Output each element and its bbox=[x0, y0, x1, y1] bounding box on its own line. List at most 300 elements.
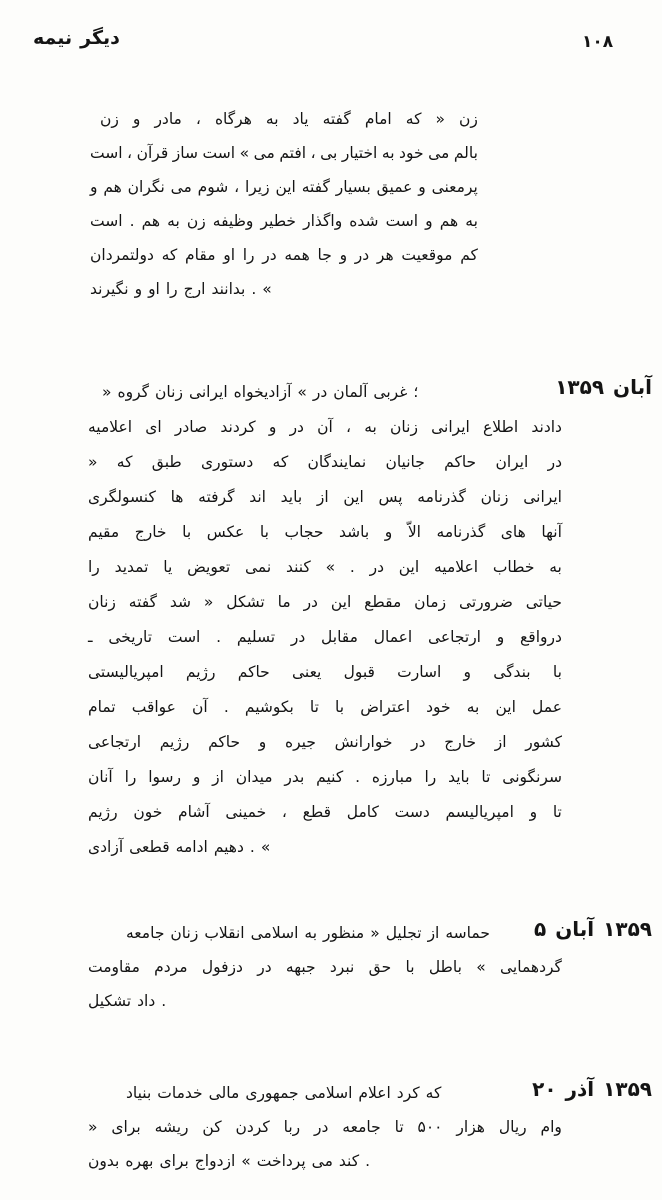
word-token: حاکم bbox=[237, 662, 270, 681]
word-token: کشور bbox=[525, 732, 562, 751]
word-token: مبارزه bbox=[371, 767, 413, 786]
word-token: هرگاه bbox=[214, 110, 252, 128]
word-token: پرمعنی bbox=[431, 178, 478, 196]
word-token: . bbox=[251, 280, 257, 298]
word-token: بندگی bbox=[493, 662, 531, 681]
word-token: به bbox=[549, 557, 562, 576]
word-token: ، bbox=[310, 144, 316, 162]
journal-title bbox=[33, 27, 120, 49]
word-token: زن bbox=[100, 110, 119, 128]
word-token: باید bbox=[448, 767, 470, 786]
word-token: به bbox=[381, 144, 395, 162]
word-token: را bbox=[165, 280, 178, 298]
word-token: ۱۳۵۹ bbox=[555, 375, 605, 399]
word-token: با bbox=[552, 662, 562, 681]
word-token: کنیم bbox=[316, 767, 344, 786]
word-token: هزار bbox=[456, 1118, 485, 1136]
word-token: این bbox=[398, 557, 420, 576]
word-token: امپریالیسم bbox=[445, 802, 514, 821]
word-token: پس bbox=[378, 487, 403, 506]
word-token: و bbox=[134, 280, 143, 298]
word-token: . bbox=[129, 212, 135, 230]
word-token: اعلامیه bbox=[433, 557, 479, 576]
word-token: افتم bbox=[279, 144, 307, 162]
text-line bbox=[88, 689, 562, 724]
word-token: بدون bbox=[88, 1152, 120, 1170]
word-token: اعلامیه bbox=[88, 417, 133, 436]
word-token: این bbox=[275, 178, 296, 196]
word-token: بکوشیم bbox=[244, 697, 294, 716]
word-token: حاکم bbox=[444, 452, 477, 471]
word-token: بدانند bbox=[211, 280, 246, 298]
word-token: حماسه bbox=[445, 924, 490, 942]
word-token: اختیار bbox=[341, 144, 378, 162]
word-token: مردم bbox=[154, 958, 188, 976]
word-token: آزادیخواه bbox=[233, 382, 292, 401]
text-line bbox=[88, 759, 562, 794]
word-token: در bbox=[312, 382, 328, 401]
word-token: . bbox=[365, 1152, 371, 1170]
word-token: رژیم bbox=[185, 662, 216, 681]
word-token: او bbox=[148, 280, 160, 298]
word-token: » bbox=[260, 837, 271, 856]
word-token: را bbox=[88, 557, 100, 576]
word-token: زنان bbox=[170, 924, 199, 942]
word-token: عمیق bbox=[376, 178, 413, 196]
word-token: از bbox=[212, 767, 224, 786]
word-token: جانیان bbox=[385, 452, 425, 471]
text-line bbox=[88, 950, 562, 984]
word-token: عواقب bbox=[131, 697, 176, 716]
date-heading bbox=[555, 375, 652, 399]
word-token: گفته bbox=[322, 110, 351, 128]
word-token: گذرنامه bbox=[417, 487, 466, 506]
word-token: گرفته bbox=[198, 487, 235, 506]
word-token: قرآن bbox=[136, 144, 169, 162]
word-token: بسیار bbox=[335, 178, 371, 196]
word-token: که bbox=[116, 452, 133, 471]
word-token: نمی bbox=[244, 557, 272, 576]
word-token: باشد bbox=[338, 522, 370, 541]
word-token: در bbox=[262, 246, 277, 264]
word-token: دیگر bbox=[80, 27, 120, 49]
word-token: » bbox=[262, 280, 272, 298]
word-token: با bbox=[259, 522, 269, 541]
word-token: و bbox=[529, 802, 538, 821]
word-token: . bbox=[355, 767, 360, 786]
word-token: در bbox=[354, 246, 370, 264]
word-token: ۵ bbox=[534, 917, 547, 941]
word-token: ؛ bbox=[413, 382, 419, 401]
word-token: ایرانی bbox=[188, 382, 228, 401]
word-token: باید bbox=[280, 487, 303, 506]
word-token: گروه bbox=[117, 382, 150, 401]
word-token: هم bbox=[141, 212, 161, 230]
word-token: اعمال bbox=[373, 627, 413, 646]
word-token: کند bbox=[338, 1152, 360, 1170]
word-token: نبرد bbox=[329, 958, 355, 976]
word-token: ارج bbox=[183, 280, 206, 298]
word-token: در bbox=[290, 627, 306, 646]
word-token: آنها bbox=[541, 522, 562, 541]
word-token: ۲۰ bbox=[532, 1077, 557, 1101]
word-token: گفته bbox=[128, 592, 158, 611]
word-token: ، bbox=[281, 802, 287, 821]
word-token: تشکل bbox=[226, 592, 265, 611]
word-token: می bbox=[253, 144, 275, 162]
word-token: جمهوری bbox=[245, 1084, 299, 1102]
word-token: در bbox=[303, 592, 318, 611]
word-token: خمینی bbox=[225, 802, 267, 821]
word-token: آبان bbox=[613, 375, 652, 399]
word-token: در bbox=[369, 557, 384, 576]
word-token: بدر bbox=[284, 767, 305, 786]
word-token: می bbox=[311, 1152, 333, 1170]
word-token: میدان bbox=[235, 767, 273, 786]
word-token: تجلیل bbox=[385, 924, 422, 942]
word-token: اعتراض bbox=[360, 697, 411, 716]
word-token: به bbox=[465, 212, 478, 230]
word-token: و bbox=[418, 178, 426, 196]
word-token: » bbox=[476, 958, 486, 976]
paragraph bbox=[88, 374, 562, 864]
word-token: می bbox=[170, 178, 192, 196]
word-token: های bbox=[500, 522, 526, 541]
word-token: واگذار bbox=[303, 212, 343, 230]
word-token: عکس bbox=[206, 522, 245, 541]
text-line bbox=[88, 409, 562, 444]
word-token: هم bbox=[103, 178, 122, 196]
word-token: این bbox=[330, 592, 352, 611]
page-number: ۱۰۸ bbox=[582, 32, 614, 52]
word-token: منظور bbox=[323, 924, 365, 942]
word-token: ارتجاعی bbox=[427, 627, 481, 646]
word-token: و bbox=[496, 627, 505, 646]
text-line bbox=[88, 916, 562, 950]
word-token: زنان bbox=[88, 592, 116, 611]
word-token: و bbox=[90, 178, 98, 196]
word-token: بی bbox=[320, 144, 338, 162]
text-line bbox=[88, 794, 562, 829]
word-token: حاکم bbox=[208, 732, 241, 751]
word-token: حیاتی bbox=[525, 592, 562, 611]
word-token: آبان bbox=[555, 917, 595, 941]
word-token: مقاومت bbox=[88, 958, 140, 976]
word-token: و bbox=[339, 246, 348, 264]
word-token: و bbox=[258, 732, 267, 751]
word-token: ، bbox=[127, 144, 133, 162]
word-token: کنند bbox=[285, 557, 311, 576]
word-token: زنان bbox=[155, 382, 183, 401]
word-token: غربی bbox=[373, 382, 408, 401]
word-token: از bbox=[427, 924, 440, 942]
word-token: او bbox=[223, 246, 236, 264]
word-token: حجاب bbox=[284, 522, 324, 541]
word-token: بنیاد bbox=[126, 1084, 152, 1102]
word-token: باطل bbox=[428, 958, 462, 976]
word-token: شوم bbox=[197, 178, 229, 196]
word-token: « bbox=[102, 382, 112, 401]
word-token: اعلام bbox=[358, 1084, 391, 1102]
word-token: جبهه bbox=[285, 958, 316, 976]
text-line bbox=[88, 1110, 562, 1144]
text-line bbox=[88, 444, 562, 479]
word-token: زمان bbox=[414, 592, 447, 611]
word-token: رژیم bbox=[159, 732, 190, 751]
word-token: نیمه bbox=[33, 27, 73, 49]
word-token: ایرانی bbox=[431, 417, 470, 436]
word-token: جامعه bbox=[342, 1118, 381, 1136]
word-token: » bbox=[325, 557, 336, 576]
word-token: قبول bbox=[343, 662, 375, 681]
word-token: کرد bbox=[396, 1084, 420, 1102]
word-token: نمایندگان bbox=[307, 452, 367, 471]
word-token: کامل bbox=[346, 802, 379, 821]
text-line bbox=[88, 984, 562, 1018]
word-token: دادند bbox=[531, 417, 562, 436]
word-token: در bbox=[411, 732, 426, 751]
text-line bbox=[88, 584, 562, 619]
word-token: مقابل bbox=[321, 627, 358, 646]
text-line bbox=[88, 724, 562, 759]
text-line bbox=[90, 204, 478, 238]
word-token: درواقع bbox=[520, 627, 562, 646]
word-token: مقیم bbox=[88, 522, 120, 541]
word-token: اسلامی bbox=[250, 924, 299, 942]
word-token: تمام bbox=[88, 697, 116, 716]
word-token: طبق bbox=[151, 452, 182, 471]
word-token: تشکیل bbox=[88, 992, 132, 1010]
word-token: رژیم bbox=[88, 802, 118, 821]
word-token: برای bbox=[111, 1118, 141, 1136]
word-token: تا bbox=[394, 1118, 404, 1136]
word-token: اسلامی bbox=[304, 1084, 353, 1102]
word-token: این bbox=[343, 487, 364, 506]
word-token: ازدواج bbox=[194, 1152, 236, 1170]
word-token: همه bbox=[284, 246, 310, 264]
word-token: داد bbox=[137, 992, 156, 1010]
word-token: ضرورتی bbox=[458, 592, 513, 611]
word-token: است bbox=[167, 627, 201, 646]
word-token: و bbox=[268, 417, 277, 436]
word-token: جیره bbox=[285, 732, 316, 751]
word-token: زنان bbox=[480, 487, 509, 506]
word-token: ما bbox=[277, 592, 291, 611]
paragraph bbox=[90, 102, 478, 306]
word-token: و bbox=[425, 212, 433, 230]
word-token: ربا bbox=[283, 1118, 301, 1136]
word-token: به bbox=[167, 212, 180, 230]
word-token: خود bbox=[399, 144, 424, 162]
word-token: عمل bbox=[532, 697, 562, 716]
word-token: . bbox=[161, 992, 167, 1010]
text-line bbox=[90, 102, 478, 136]
word-token: ارتجاعی bbox=[88, 732, 142, 751]
word-token: گردهمایی bbox=[500, 958, 562, 976]
word-token: رسوا bbox=[148, 767, 181, 786]
word-token: خون bbox=[133, 802, 163, 821]
word-token: ، bbox=[346, 417, 352, 436]
word-token: شد bbox=[169, 592, 192, 611]
word-token: تاریخی bbox=[108, 627, 153, 646]
word-token: جامعه bbox=[126, 924, 165, 942]
word-token: زن bbox=[186, 212, 206, 230]
text-line bbox=[88, 1076, 562, 1110]
word-token: تا bbox=[309, 697, 319, 716]
word-token: پرداخت bbox=[256, 1152, 306, 1170]
word-token: خارج bbox=[134, 522, 167, 541]
word-token: و bbox=[463, 662, 471, 681]
word-token: خود bbox=[426, 697, 451, 716]
word-token: ۵۰۰ bbox=[417, 1118, 443, 1136]
word-token: زیرا bbox=[244, 178, 270, 196]
text-line bbox=[88, 514, 562, 549]
word-token: و bbox=[192, 767, 201, 786]
word-token: آنان bbox=[88, 767, 113, 786]
word-token: دولتمردان bbox=[90, 246, 154, 264]
word-token: کم bbox=[460, 246, 478, 264]
text-line bbox=[88, 829, 562, 864]
word-token: « bbox=[203, 592, 214, 611]
word-token: ها bbox=[170, 487, 184, 506]
word-token: دست bbox=[394, 802, 430, 821]
word-token: گفته bbox=[301, 178, 330, 196]
word-token: « bbox=[88, 1118, 98, 1136]
text-line bbox=[88, 1144, 562, 1178]
word-token: نگیرند bbox=[90, 280, 129, 298]
word-token: تعویض bbox=[187, 557, 231, 576]
word-token: وظیفه bbox=[212, 212, 254, 230]
word-token: آلمان bbox=[333, 382, 368, 401]
word-token: به bbox=[364, 417, 377, 436]
word-token: برای bbox=[159, 1152, 189, 1170]
word-token: اسارت bbox=[397, 662, 442, 681]
word-token: اطلاع bbox=[483, 417, 519, 436]
word-token: ۱۳۵۹ bbox=[603, 917, 652, 941]
word-token: وام bbox=[540, 1118, 562, 1136]
word-token: قطعی bbox=[129, 837, 170, 856]
word-token: یا bbox=[163, 557, 173, 576]
word-token: ریال bbox=[498, 1118, 527, 1136]
word-token: در bbox=[289, 417, 304, 436]
word-token: آذر bbox=[565, 1077, 595, 1101]
word-token: بالم bbox=[453, 144, 478, 162]
text-line bbox=[90, 272, 478, 306]
word-token: و bbox=[132, 110, 141, 128]
word-token: گذرنامه bbox=[436, 522, 486, 541]
word-token: این bbox=[495, 697, 516, 716]
word-token: قطع bbox=[302, 802, 332, 821]
word-token: به bbox=[265, 110, 279, 128]
word-token: سرنگونی bbox=[502, 767, 562, 786]
word-token: ـ bbox=[88, 627, 93, 646]
word-token: دهیم bbox=[213, 837, 244, 856]
word-token: « bbox=[435, 110, 445, 128]
word-token: دستوری bbox=[201, 452, 254, 471]
word-token: که bbox=[161, 246, 178, 264]
word-token: با bbox=[335, 697, 345, 716]
word-token: انقلاب bbox=[204, 924, 245, 942]
word-token: آن bbox=[317, 417, 333, 436]
word-token: صادر bbox=[174, 417, 208, 436]
word-token: امپریالیستی bbox=[88, 662, 164, 681]
word-token: تا bbox=[481, 767, 491, 786]
word-token: ، bbox=[234, 178, 240, 196]
word-token: تسلیم bbox=[236, 627, 276, 646]
word-token: را bbox=[124, 767, 137, 786]
word-token: به bbox=[304, 924, 318, 942]
word-token: الاّ bbox=[407, 522, 421, 541]
word-token: هم bbox=[439, 212, 459, 230]
word-token: از bbox=[316, 487, 329, 506]
word-token: ادامه bbox=[175, 837, 208, 856]
word-token: شده bbox=[349, 212, 379, 230]
word-token: ریشه bbox=[154, 1118, 189, 1136]
word-token: مالی bbox=[208, 1084, 240, 1102]
word-token: « bbox=[88, 452, 98, 471]
word-token: خارج bbox=[444, 732, 477, 751]
word-token: ۱۳۵۹ bbox=[603, 1077, 652, 1101]
text-line bbox=[90, 238, 478, 272]
word-token: در bbox=[547, 452, 562, 471]
text-line bbox=[88, 479, 562, 514]
text-line bbox=[90, 136, 478, 170]
word-token: آشام bbox=[178, 802, 210, 821]
word-token: خطاب bbox=[492, 557, 535, 576]
word-token: که bbox=[425, 1084, 442, 1102]
word-token: زن bbox=[459, 110, 478, 128]
word-token: یاد bbox=[292, 110, 309, 128]
word-token: که bbox=[405, 110, 422, 128]
word-token: از bbox=[494, 732, 507, 751]
word-token: است bbox=[385, 212, 419, 230]
word-token: و bbox=[384, 522, 393, 541]
word-token: است bbox=[90, 144, 123, 162]
word-token: اند bbox=[249, 487, 266, 506]
word-token: در bbox=[314, 1118, 329, 1136]
word-token: کردن bbox=[235, 1118, 270, 1136]
text-line bbox=[88, 549, 562, 584]
word-token: ساز bbox=[172, 144, 198, 162]
word-token: با bbox=[405, 958, 415, 976]
word-token: » bbox=[239, 144, 250, 162]
word-token: تا bbox=[552, 802, 562, 821]
text-line bbox=[90, 170, 478, 204]
word-token: خدمات bbox=[157, 1084, 203, 1102]
word-token: موقعیت bbox=[401, 246, 453, 264]
word-token: . bbox=[249, 837, 255, 856]
word-token: زنان bbox=[390, 417, 418, 436]
word-token: خطیر bbox=[260, 212, 297, 230]
word-token: جا bbox=[317, 246, 332, 264]
word-token: بهره bbox=[125, 1152, 154, 1170]
word-token: ، bbox=[195, 110, 201, 128]
word-token: ایرانی bbox=[523, 487, 562, 506]
word-token: کن bbox=[202, 1118, 222, 1136]
text-line bbox=[88, 619, 562, 654]
word-token: یعنی bbox=[291, 662, 322, 681]
word-token: . bbox=[223, 697, 229, 716]
word-token: مادر bbox=[154, 110, 182, 128]
word-token: تمدید bbox=[114, 557, 149, 576]
word-token: است bbox=[202, 144, 236, 162]
word-token: است bbox=[90, 212, 123, 230]
word-token: را bbox=[424, 767, 437, 786]
word-token: کنسولگری bbox=[88, 487, 156, 506]
word-token: با bbox=[182, 522, 192, 541]
word-token: . bbox=[216, 627, 222, 646]
word-token: » bbox=[241, 1152, 251, 1170]
